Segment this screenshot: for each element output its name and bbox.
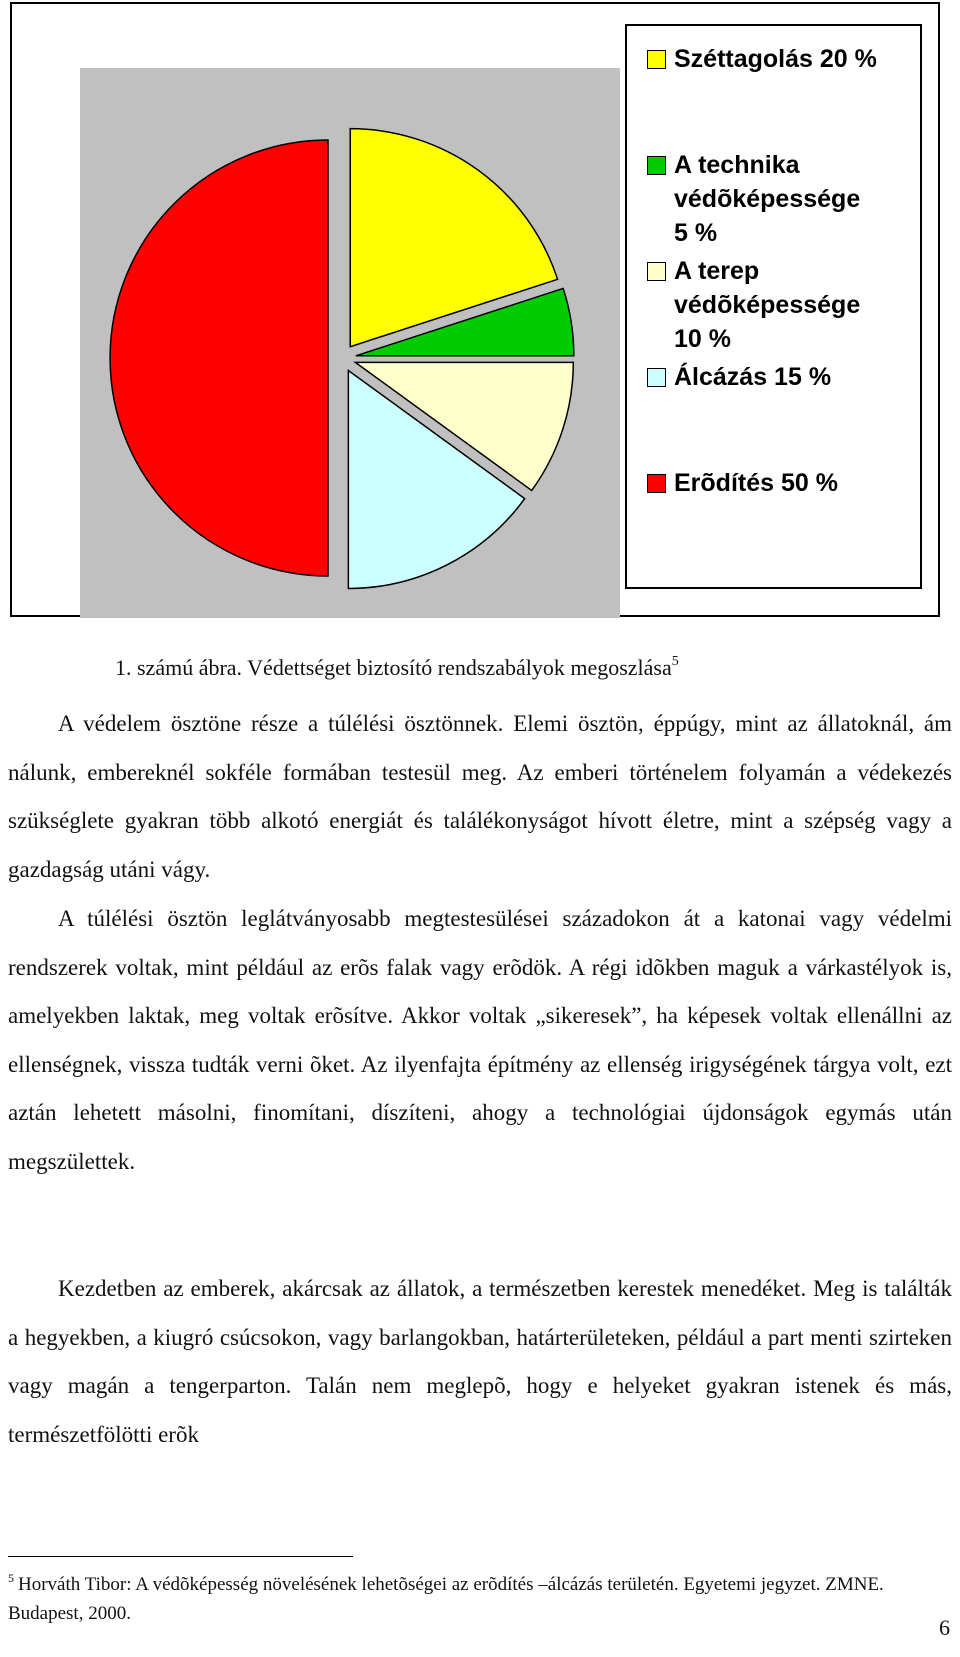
- legend-swatch-green: [647, 156, 666, 175]
- legend-item-technika: [647, 148, 907, 250]
- legend-item-alcazas: [647, 360, 907, 394]
- pie-slice-4: [110, 140, 328, 576]
- body-paragraph: A túlélési ösztön leglátványosabb megtestesülései századokon át a katonai vagy védelmi rendszerek voltak, mint például az erõs falak vagy erõdök. A régi idõkben maguk a várkastélyok is, amelyekben laktak, meg voltak erõsítve. Akkor voltak „sikeresek”, ha képesek voltak ellenállni az ellenségnek, vissza tudták verni õket. Az ilyenfajta építmény az ellenség irigységének tárgya volt, ezt aztán lehetett másolni, finomítani, díszíteni, ahogy a technológiai újdonságok egymás után megszülettek.: [8, 906, 952, 1174]
- pie-chart: [80, 68, 620, 618]
- legend-label: Széttagolás 20 %: [674, 45, 877, 73]
- legend-swatch-light-cyan: [647, 368, 666, 387]
- legend-item-terep: [647, 254, 907, 356]
- legend-item-eroditas: [647, 466, 907, 500]
- legend-label: Erõdítés 50 %: [674, 469, 838, 497]
- page-number: 6: [939, 1615, 950, 1640]
- legend-label: A technika védõképessége 5 %: [674, 151, 861, 247]
- legend-swatch-red: [647, 474, 666, 493]
- footnote: $^5$ Horváth Tibor: A védõképesség növelésének lehetõségei az erõdítés –álcázás területén. Egyetemi jegyzet. ZMNE. Budapest, 2000.: [8, 1571, 884, 1624]
- footnote-divider: [8, 1556, 353, 1557]
- legend-swatch-light-yellow: [647, 262, 666, 281]
- legend-label: A terep védõképessége 10 %: [674, 257, 861, 353]
- legend-swatch-yellow: [647, 50, 666, 69]
- footnote-ref: 5: [671, 654, 679, 669]
- legend-label: Álcázás 15 %: [674, 363, 832, 391]
- chart-legend: [625, 24, 922, 589]
- body-paragraph: A védelem ösztöne része a túlélési ösztönnek. Elemi ösztön, éppúgy, mint az állatoknál, ám nálunk, embereknél sokféle formában testesül meg. Az emberi történelem folyamán a védekezés szükséglete gyakran több alkotó energiát és találékonyságot hívott életre, mint a szépség vagy a gazdagság utáni vágy.: [8, 711, 952, 882]
- legend-item-szettagolas: [647, 42, 907, 76]
- body-paragraph: Kezdetben az emberek, akárcsak az állatok, a természetben kerestek menedéket. Meg is találták a hegyekben, a kiugró csúcsokon, vagy barlangokban, határterületeken, például a part menti szirteken vagy magán a tengerparton. Talán nem meglepõ, hogy e helyeket gyakran istenek és más, természetfölötti erõk: [8, 1276, 952, 1447]
- figure-caption: 1. számú ábra. Védettséget biztosító rendszabályok megoszlása$^5$: [115, 654, 679, 680]
